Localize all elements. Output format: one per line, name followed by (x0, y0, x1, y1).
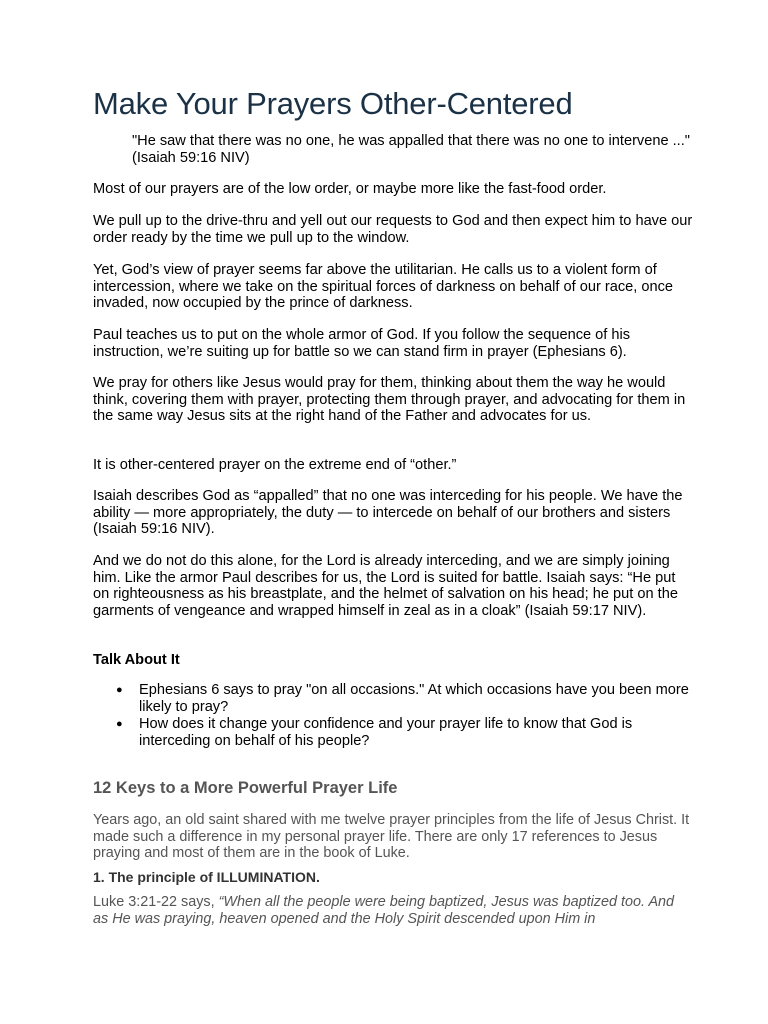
paragraph-fast-food: Most of our prayers are of the low order, or maybe more like the fast-food order. (93, 181, 607, 197)
paragraph-armor: Paul teaches us to put on the whole armor of God. If you follow the sequence of his instruction, we’re suiting up for battle so we can stand firm in prayer (Ephesians 6). (93, 327, 631, 360)
page-title: Make Your Prayers Other-Centered (93, 86, 573, 121)
paragraph-not-alone: And we do not do this alone, for the Lord is already interceding, and we are simply joining him. Like the armor Paul describes for us, the Lord is suited for battle. Isaiah says: “He put on righteousness as his breastplate, and the helmet of salvation on his head; he put on the garments of vengeance and wrapped himself in zeal as in a cloak” (Isaiah 59:17 NIV). (93, 553, 678, 619)
paragraph-isaiah-appalled: Isaiah describes God as “appalled” that no one was interceding for his people. We have the ability — more appropriately, the duty — to intercede on behalf of our brothers and sisters (Isaiah 59:16 NIV). (93, 488, 683, 537)
talk-about-it-heading: Talk About It (93, 652, 180, 668)
scripture-quote: "He saw that there was no one, he was appalled that there was no one to intervene ..." (Isaiah 59:16 NIV) (132, 133, 690, 166)
bullet-text: Ephesians 6 says to pray "on all occasions." At which occasions have you been more likely to pray? (139, 682, 689, 715)
key-1-heading: 1. The principle of ILLUMINATION. (93, 869, 320, 885)
paragraph-drive-thru: We pull up to the drive-thru and yell out our requests to God and then expect him to have our order ready by the time we pull up to the window. (93, 213, 693, 246)
paragraph-other-centered: It is other-centered prayer on the extreme end of “other.” (93, 457, 457, 473)
list-item (93, 716, 693, 749)
bullet-icon: ● (116, 718, 123, 730)
discussion-list (93, 682, 693, 750)
luke-reference: Luke 3:21-22 says, (93, 894, 219, 910)
luke-passage (93, 894, 693, 927)
section-heading: 12 Keys to a More Powerful Prayer Life (93, 779, 398, 797)
list-item (93, 682, 693, 715)
paragraph-gods-view: Yet, God’s view of prayer seems far above the utilitarian. He calls us to a violent form of intercession, where we take on the spiritual forces of darkness on behalf of our race, once invaded, now occupied by the prince of darkness. (93, 262, 674, 311)
bullet-icon: ● (116, 684, 123, 696)
luke-quote: “When all the people were being baptized, Jesus was baptized too. And as He was praying, heaven opened and the Holy Spirit descended upon Him in (93, 894, 675, 927)
section-intro: Years ago, an old saint shared with me twelve prayer principles from the life of Jesus Christ. It made such a difference in my personal prayer life. There are only 17 references to Jesus praying and most of them are in the book of Luke. (93, 812, 690, 861)
bullet-text: How does it change your confidence and your prayer life to know that God is interceding on behalf of his people? (139, 716, 633, 749)
paragraph-pray-for-others: We pray for others like Jesus would pray for them, thinking about them the way he would think, covering them with prayer, protecting them through prayer, and advocating for them in the same way Jesus sits at the right hand of the Father and advocates for us. (93, 375, 686, 424)
